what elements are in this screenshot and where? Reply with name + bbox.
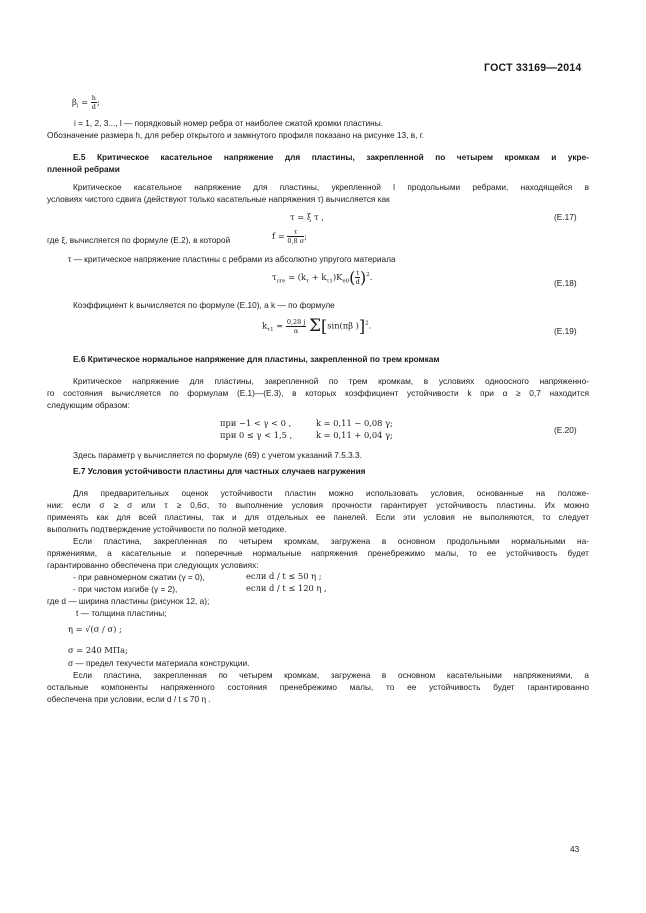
formula-e17: τ = ξ τ ,	[290, 212, 324, 222]
condition-pure-bending-value: если d / t ≤ 120 η ,	[246, 583, 327, 593]
beta-denominator: d	[91, 103, 96, 111]
e6-paragraph-line3: следующим образом:	[47, 400, 130, 410]
e7-paragraph2-line2: пряжениями, а касательные и поперечные нормальные напряжения пренебрежимо малы, то ее устойчивость будет	[47, 548, 589, 558]
e7-paragraph2-line3: гарантированно обеспечена при следующих условиях:	[47, 560, 259, 570]
eta-formula: η = √(σ / σ) ;	[68, 624, 122, 634]
e7-paragraph1-line4: выполнить подтверждение устойчивости по полной методике.	[47, 524, 287, 534]
tau-cre-description: τ — критическое напряжение пластины с ребрами из абсолютно упругого материала	[68, 254, 396, 264]
e7-paragraph3-line3: обеспечена при условии, если d / t ≤ 70 η .	[47, 694, 211, 704]
e7-paragraph3-line2: остальные компоненты напряженного состояния пренебрежимо малы, то ее устойчивость будет гарантированно	[47, 682, 589, 692]
size-designation: Обозначение размера h, для ребер открытого и замкнутого профиля показано на рисунке 13, в, г.	[47, 130, 425, 140]
beta-formula: $\beta_i$ = $\frac{h}{d}$ ;	[72, 94, 100, 111]
f-label: f =	[272, 231, 285, 241]
e19-numerator: 0,28 j	[286, 317, 306, 326]
e19-sum-term: sin(πβ )	[327, 320, 359, 331]
e5-paragraph-line2: условиях чистого сдвига (действуют только касательные напряжения τ) вычисляется как	[47, 194, 390, 204]
e6-note: Здесь параметр γ вычисляется по формуле (69) с учетом указаний 7.5.3.3.	[73, 450, 362, 460]
e7-paragraph1-line3: применять как для всей пластины, так и для отдельных ее панелей. Если эти условия не выполняются, то следует	[47, 512, 589, 522]
sigma-t-definition: σ — предел текучести материала конструкции.	[68, 658, 250, 668]
e7-paragraph1-line2: нии: если σ ≥ σ или τ ≥ 0,6σ, то выполнение условия прочности гарантирует устойчивость пластины. Их можно	[47, 500, 589, 510]
section-e7-heading: Е.7 Условия устойчивости пластины для частных случаев нагружения	[73, 466, 366, 476]
e5-where-xi: где ξ, вычисляется по формуле (Е.2), в которой	[47, 235, 231, 245]
document-title: ГОСТ 33169—2014	[484, 62, 582, 74]
section-e5-heading-line1: Е.5 Критическое касательное напряжение для пластины, закрепленной по четырем кромкам и укре-	[73, 152, 589, 162]
e20-row2-value: k = 0,11 + 0,04 γ;	[316, 430, 393, 440]
formula-e18: $\tau_{cre} = (k_\tau + k_{\tau 1})K_{e0}$( $\frac{t}{d}$ )$^2$.	[272, 268, 373, 287]
e20-row2-condition: при 0 ≤ γ < 1,5 ,	[220, 430, 293, 440]
formula-e17-number: (Е.17)	[554, 212, 577, 222]
formula-e18-number: (Е.18)	[554, 278, 577, 288]
where-d-definition: где d — ширина пластины (рисунок 12, а);	[47, 596, 210, 606]
e5-paragraph-line1: Критическое касательное напряжение для пластины, укрепленной l продольными ребрами, находящейся в	[73, 182, 589, 192]
index-definition: i = 1, 2, 3..., l — порядковый номер ребра от наиболее сжатой кромки пластины.	[74, 118, 384, 128]
section-e5-heading-line2: пленной ребрами	[47, 164, 120, 174]
formula-e19-number: (Е.19)	[554, 326, 577, 336]
f-fraction: f = $\frac{\tau}{0,8 \sigma}$ ;	[272, 228, 307, 245]
e20-row1-condition: при −1 < γ < 0 ,	[220, 418, 292, 428]
e6-paragraph-line2: го состояния вычисляется по формулам (Е.1)—(Е.3), в которых коэффициент устойчивости k при α ≥ 0,7 находится	[47, 388, 589, 398]
e6-paragraph-line1: Критическое напряжение для пластины, закрепленной по трем кромкам, в условиях одноосного напряженно-	[73, 376, 589, 386]
formula-e20-number: (Е.20)	[554, 425, 577, 435]
where-t-definition: t — толщина пластины;	[76, 608, 167, 618]
sigma-t0-value: σ = 240 МПа;	[68, 645, 128, 655]
e20-row1-value: k = 0,11 − 0,08 γ;	[316, 418, 393, 428]
page-number: 43	[570, 844, 580, 854]
section-e6-heading: Е.6 Критическое нормальное напряжение для пластины, закрепленной по трем кромкам	[73, 354, 440, 364]
beta-symbol: β	[72, 97, 77, 107]
condition-uniform-compression-value: если d / t ≤ 50 η ;	[246, 571, 322, 581]
f-numerator: τ	[287, 228, 304, 237]
coefficient-line: Коэффициент k вычисляется по формуле (Е.10), а k — по формуле	[73, 300, 335, 310]
condition-pure-bending: - при чистом изгибе (γ = 2),	[73, 584, 178, 594]
condition-uniform-compression: - при равномерном сжатии (γ = 0),	[73, 572, 205, 582]
f-denominator: 0,8 σ	[287, 237, 305, 245]
e7-paragraph3-line1: Если пластина, закрепленная по четырем кромкам, загружена в основном касательными напряжениями, а	[73, 670, 589, 680]
beta-numerator: h	[91, 94, 96, 102]
formula-e19: $k_{\tau 1}$ = $\frac{0,28 j}{\alpha}$ Σ[sin(πβ )]$^2$.	[262, 316, 372, 336]
e7-paragraph1-line1: Для предварительных оценок устойчивости пластин можно использовать условия, основанные на положе-	[73, 488, 589, 498]
e19-denominator: α	[293, 326, 299, 335]
e7-paragraph2-line1: Если пластина, закрепленная по четырем кромкам, загружена в основном продольными нормальными на-	[73, 536, 589, 546]
